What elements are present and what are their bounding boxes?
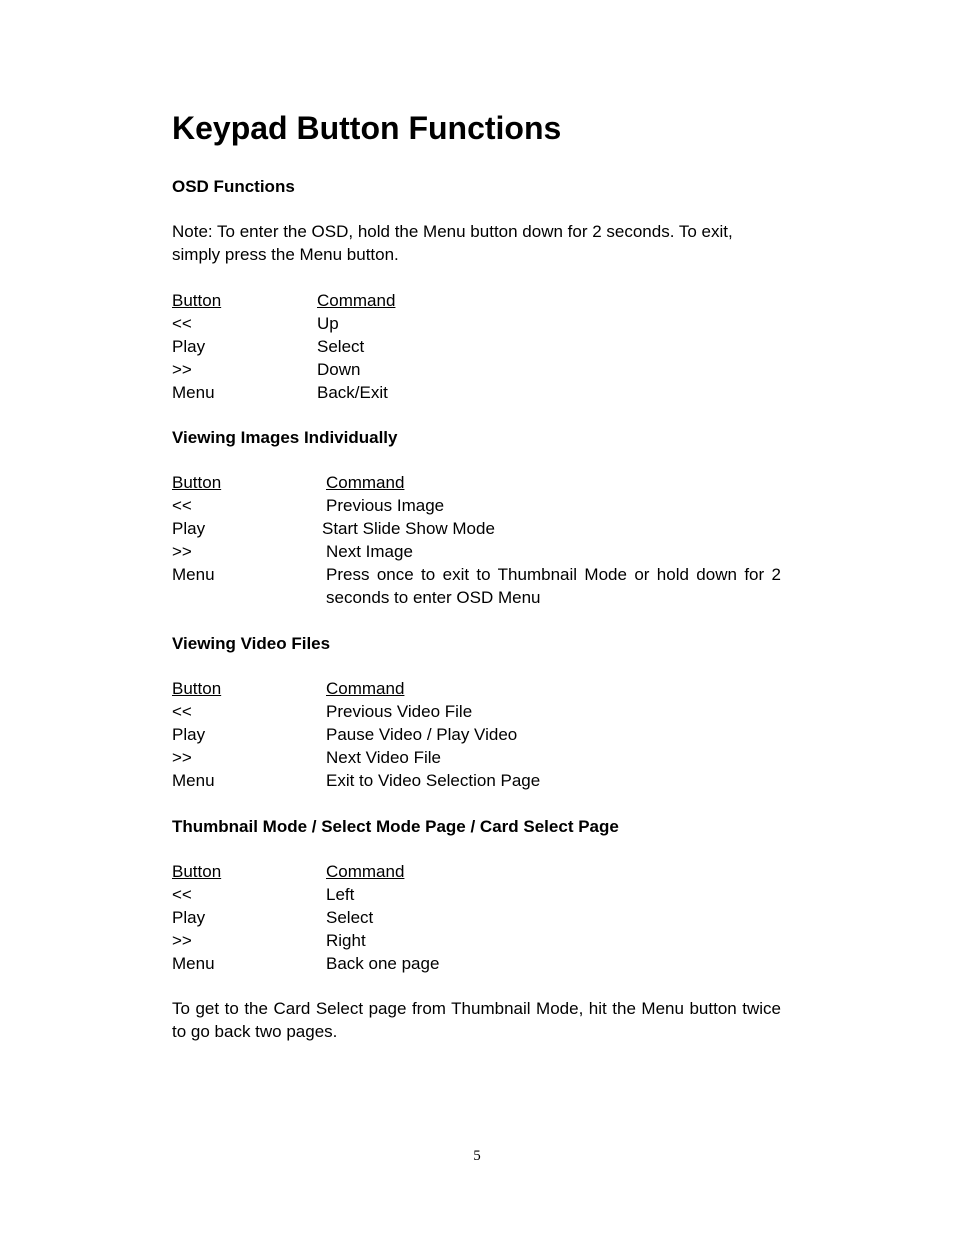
table-row — [172, 335, 782, 358]
table-header-row — [172, 860, 782, 883]
column-header-button: Button — [172, 291, 222, 310]
column-header-button: Button — [172, 679, 222, 698]
button-cell: >> — [172, 360, 192, 379]
button-cell: << — [172, 496, 192, 515]
table-row — [172, 746, 782, 769]
command-cell: Press once to exit to Thumbnail Mode or hold down for 2 seconds to enter OSD Menu — [326, 565, 781, 607]
table-row — [172, 563, 782, 609]
button-cell: Play — [172, 725, 206, 744]
command-cell: Right — [326, 931, 366, 950]
command-cell: Next Image — [326, 542, 413, 561]
table-row — [172, 540, 782, 563]
button-cell: Menu — [172, 383, 215, 402]
button-cell: Play — [172, 519, 206, 538]
page-number: 5 — [473, 1148, 481, 1164]
button-cell: >> — [172, 931, 192, 950]
command-cell: Select — [326, 908, 374, 927]
command-cell: Previous Image — [326, 496, 445, 515]
column-header-command: Command — [317, 291, 396, 310]
button-cell: >> — [172, 748, 192, 767]
table-row — [172, 929, 782, 952]
button-cell: << — [172, 702, 192, 721]
button-cell: Play — [172, 337, 206, 356]
button-cell: Menu — [172, 771, 215, 790]
table-header-row — [172, 677, 782, 700]
column-header-command: Command — [326, 862, 405, 881]
section-heading-images: Viewing Images Individually — [172, 428, 398, 447]
section-heading-osd: OSD Functions — [172, 177, 295, 196]
table-header-row — [172, 289, 782, 312]
command-cell: Pause Video / Play Video — [326, 725, 518, 744]
column-header-button: Button — [172, 473, 222, 492]
column-header-button: Button — [172, 862, 222, 881]
table-row — [172, 723, 782, 746]
command-cell: Previous Video File — [326, 702, 473, 721]
table-row — [172, 358, 782, 381]
table-row — [172, 952, 782, 975]
command-cell: Left — [326, 885, 355, 904]
command-cell: Start Slide Show Mode — [322, 519, 495, 538]
command-cell: Down — [317, 360, 361, 379]
command-cell: Up — [317, 314, 339, 333]
command-cell: Next Video File — [326, 748, 441, 767]
table-row — [172, 906, 782, 929]
table-row — [172, 883, 782, 906]
section-heading-video: Viewing Video Files — [172, 634, 331, 653]
button-cell: << — [172, 885, 192, 904]
video-button-table — [172, 677, 782, 792]
table-row — [172, 700, 782, 723]
command-cell: Back/Exit — [317, 383, 388, 402]
table-row — [172, 517, 782, 540]
button-cell: Play — [172, 908, 206, 927]
osd-button-table — [172, 289, 782, 404]
command-cell: Back one page — [326, 954, 440, 973]
thumbnail-button-table — [172, 860, 782, 975]
command-cell: Select — [317, 337, 365, 356]
table-row — [172, 769, 782, 792]
command-cell: Exit to Video Selection Page — [326, 771, 541, 790]
button-cell: Menu — [172, 565, 215, 584]
column-header-command: Command — [326, 473, 405, 492]
thumbnail-footer-note: To get to the Card Select page from Thumbnail Mode, hit the Menu button twice to go back two pages. — [172, 999, 781, 1041]
column-header-command: Command — [326, 679, 405, 698]
table-row — [172, 312, 782, 335]
button-cell: >> — [172, 542, 192, 561]
button-cell: Menu — [172, 954, 215, 973]
page-title: Keypad Button Functions — [172, 110, 562, 146]
osd-note: Note: To enter the OSD, hold the Menu button down for 2 seconds. To exit, simply press the Menu button. — [172, 222, 733, 264]
images-button-table — [172, 471, 782, 609]
table-row — [172, 494, 782, 517]
section-heading-thumbnail: Thumbnail Mode / Select Mode Page / Card Select Page — [172, 817, 619, 836]
table-header-row — [172, 471, 782, 494]
button-cell: << — [172, 314, 192, 333]
table-row — [172, 381, 782, 404]
